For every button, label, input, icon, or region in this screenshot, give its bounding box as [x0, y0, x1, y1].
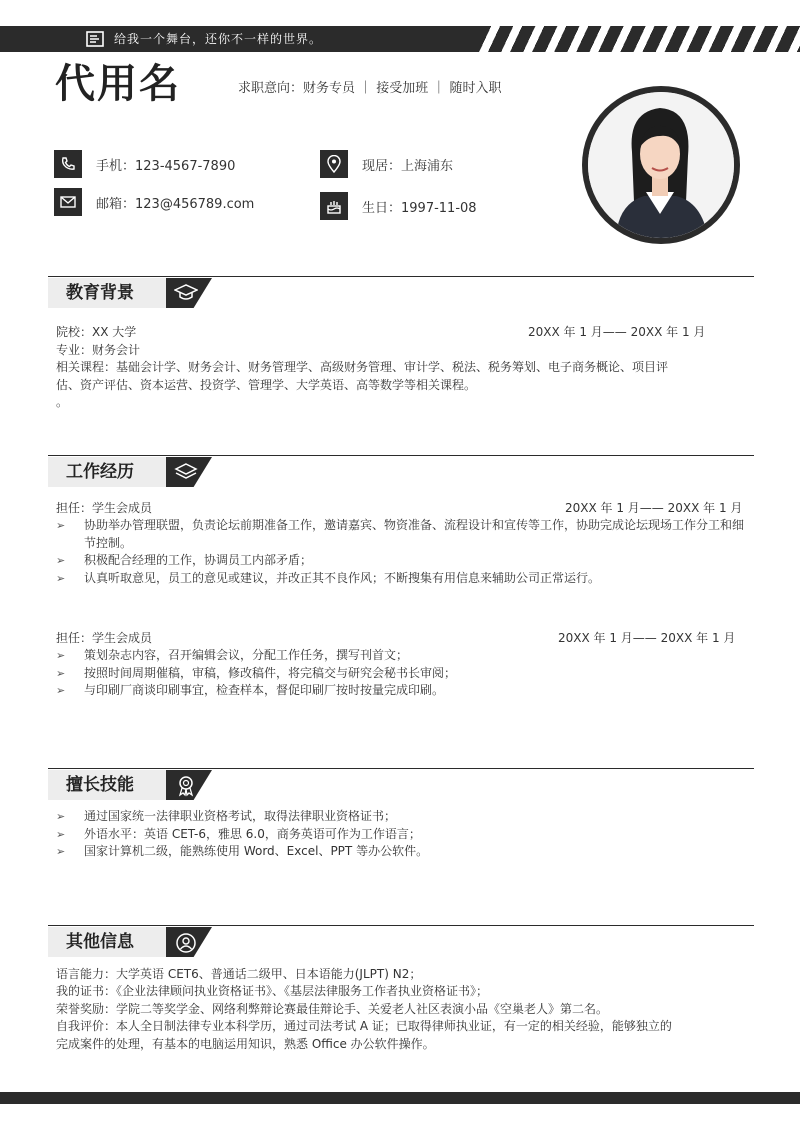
slogan: 给我一个舞台，还你不一样的世界。 [114, 32, 323, 46]
top-banner [0, 26, 800, 52]
education-courses-cont: 估、资产评估、资本运营、投资学、管理学、大学英语、高等数学等相关课程。 [56, 378, 477, 392]
contact-email [54, 188, 254, 216]
section-other-header [48, 925, 754, 959]
section-work-header [48, 455, 754, 489]
job2-duties [56, 647, 746, 700]
phone-text: 手机：123-4567-7890 [96, 158, 236, 174]
phone-icon [54, 150, 82, 178]
cake-icon [320, 192, 348, 220]
other-self-eval-cont: 完成案件的处理，有基本的电脑运用知识，熟悉 Office 办公软件操作。 [56, 1037, 435, 1051]
education-date: 20XX 年 1 月—— 20XX 年 1 月 [528, 325, 706, 339]
section-title: 擅长技能 [66, 775, 134, 795]
list-item: ➢ 通过国家统一法律职业资格考试，取得法律职业资格证书； [56, 808, 746, 826]
user-icon [174, 932, 198, 954]
job2-date: 20XX 年 1 月—— 20XX 年 1 月 [558, 631, 736, 645]
education-courses: 相关课程：基础会计学、财务会计、财务管理学、高级财务管理、审计学、税法、税务筹划、电子商务概论、项目评 [56, 360, 669, 374]
education-school: 院校：XX 大学 [56, 325, 137, 339]
birthday-text: 生日：1997-11-08 [362, 200, 477, 216]
other-honors: 荣誉奖励：学院二等奖学金、网络利弊辩论赛最佳辩论手、关爱老人社区表演小品《空巢老人》第二名。 [56, 1002, 609, 1016]
graduation-cap-icon [174, 283, 198, 303]
contact-birthday [320, 192, 477, 220]
contact-phone [54, 150, 235, 178]
profile-photo [582, 86, 740, 244]
email-text: 邮箱：123@456789.com [96, 196, 255, 212]
section-education-header [48, 276, 754, 310]
section-title: 工作经历 [66, 462, 134, 482]
list-item: ➢ 按照时间周期催稿，审稿，修改稿件，将完稿交与研究会秘书长审阅； [56, 665, 746, 683]
address-text: 现居：上海浦东 [362, 158, 454, 174]
list-item: ➢ 协助举办管理联盟，负责论坛前期准备工作，邀请嘉宾、物资准备、流程设计和宣传等工作，协助完成论坛现场工作分工和细节控制。 [56, 517, 746, 552]
job1-role: 担任：学生会成员 [56, 501, 153, 515]
education-courses-end: 。 [56, 395, 69, 409]
list-item: ➢ 与印刷厂商谈印刷事宜，检查样本，督促印刷厂按时按量完成印刷。 [56, 682, 746, 700]
section-title: 教育背景 [66, 283, 134, 303]
bottom-bar [0, 1092, 800, 1104]
education-major: 专业：财务会计 [56, 343, 141, 357]
list-item: ➢ 认真听取意见，员工的意见或建议，并改正其不良作风；不断搜集有用信息来辅助公司正常运行。 [56, 570, 746, 588]
logo-icon [86, 30, 104, 48]
location-icon [320, 150, 348, 178]
section-title: 其他信息 [66, 932, 134, 952]
section-skills-header [48, 768, 754, 802]
other-language: 语言能力：大学英语 CET6、普通话二级甲、日本语能力(JLPT) N2； [56, 967, 422, 981]
contact-address [320, 150, 453, 178]
portrait-image [588, 92, 734, 238]
mail-icon [54, 188, 82, 216]
job1-date: 20XX 年 1 月—— 20XX 年 1 月 [565, 501, 743, 515]
job1-duties [56, 517, 746, 587]
candidate-name: 代用名 [55, 61, 181, 107]
list-item: ➢ 策划杂志内容，召开编辑会议，分配工作任务，撰写刊首文； [56, 647, 746, 665]
list-item: ➢ 外语水平：英语 CET-6，雅思 6.0，商务英语可作为工作语言； [56, 826, 746, 844]
other-self-eval: 自我评价：本人全日制法律专业本科学历，通过司法考试 A 证；已取得律师执业证，有一定的相关经验，能够独立的 [56, 1019, 672, 1033]
job-intent: 求职意向：财务专员 ｜ 接受加班 ｜ 随时入职 [238, 81, 502, 96]
stripe-decoration [478, 26, 800, 52]
award-icon [174, 775, 198, 797]
skills-list [56, 808, 746, 861]
other-certificates: 我的证书：《企业法律顾问执业资格证书》、《基层法律服务工作者执业资格证书》； [56, 984, 489, 998]
layers-icon [174, 462, 198, 482]
list-item: ➢ 积极配合经理的工作，协调员工内部矛盾； [56, 552, 746, 570]
list-item: ➢ 国家计算机二级，能熟练使用 Word、Excel、PPT 等办公软件。 [56, 843, 746, 861]
job2-role: 担任：学生会成员 [56, 631, 153, 645]
